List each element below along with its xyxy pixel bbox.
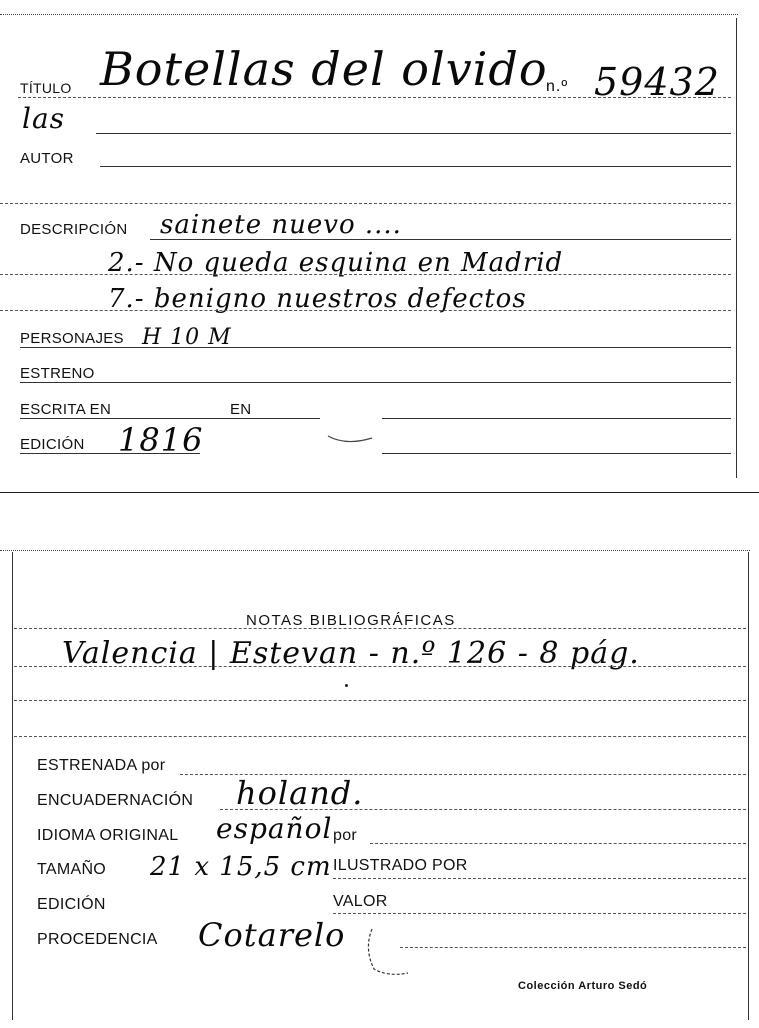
escrita-en-rule-right xyxy=(382,418,731,419)
back-right-edge xyxy=(748,552,749,1020)
card-top-edge xyxy=(0,14,738,15)
ink-mark xyxy=(326,428,376,446)
escrita-en-rule-left xyxy=(20,418,320,419)
edicion-handwriting: 1816 xyxy=(118,421,204,459)
titulo-handwriting: Botellas del olvido xyxy=(100,42,548,96)
collection-footer: Colección Arturo Sedó xyxy=(518,980,648,992)
descripcion-label: DESCRIPCIÓN xyxy=(20,221,128,238)
ink-bracket xyxy=(362,925,412,980)
procedencia-rule xyxy=(400,947,746,948)
personajes-label: PERSONAJES xyxy=(20,330,124,347)
titulo-rule-2 xyxy=(96,133,731,134)
descripcion-line3-handwriting: 7.- benigno nuestros defectos xyxy=(108,284,527,314)
notas-rule-4 xyxy=(14,736,746,737)
personajes-handwriting: H 10 M xyxy=(142,325,232,350)
numero-handwriting: 59432 xyxy=(594,60,720,104)
edicion-rule-right xyxy=(382,453,731,454)
idioma-handwriting: español xyxy=(216,812,333,845)
encuadernacion-handwriting: holand. xyxy=(236,774,364,812)
back-left-edge xyxy=(12,552,13,1020)
idioma-rule xyxy=(370,843,746,844)
idioma-label: IDIOMA ORIGINAL xyxy=(37,827,179,844)
autor-rule-2 xyxy=(0,203,731,204)
encuadernacion-label: ENCUADERNACIÓN xyxy=(37,792,194,809)
tamano-handwriting: 21 x 15,5 cm xyxy=(150,852,332,882)
tamano-label: TAMAÑO xyxy=(37,861,107,878)
valor-rule xyxy=(333,913,746,914)
por-label: por xyxy=(333,827,358,844)
descripcion-handwriting: sainete nuevo .... xyxy=(160,210,402,240)
ilustrado-rule xyxy=(333,878,746,879)
descripcion-rule-3 xyxy=(0,310,731,311)
titulo-label: TÍTULO xyxy=(20,80,72,96)
notas-rule-3 xyxy=(14,700,746,701)
en-label: EN xyxy=(230,401,252,418)
personajes-rule xyxy=(20,347,731,348)
card-separator xyxy=(0,492,759,493)
card-right-edge xyxy=(736,18,737,478)
descripcion-rule xyxy=(150,239,731,240)
estreno-label: ESTRENO xyxy=(20,365,95,382)
encuadernacion-rule xyxy=(220,809,746,810)
estrenada-label: ESTRENADA por xyxy=(37,757,166,774)
notas-rule xyxy=(14,628,746,629)
valor-label: VALOR xyxy=(333,893,388,910)
estreno-rule xyxy=(20,382,731,383)
titulo-rule xyxy=(18,97,731,98)
notas-rule-2 xyxy=(14,666,746,667)
ink-dot xyxy=(345,684,348,687)
back-top-edge xyxy=(0,550,750,551)
articulo-handwriting: las xyxy=(22,102,66,135)
procedencia-handwriting: Cotarelo xyxy=(198,916,346,954)
escrita-en-label: ESCRITA EN xyxy=(20,401,112,418)
autor-rule xyxy=(100,166,731,167)
ilustrado-label: ILUSTRADO POR xyxy=(333,857,468,874)
descripcion-rule-2 xyxy=(0,274,731,275)
back-edicion-label: EDICIÓN xyxy=(37,896,106,913)
descripcion-line2-handwriting: 2.- No queda esquina en Madrid xyxy=(108,248,564,278)
edicion-label: EDICIÓN xyxy=(20,436,85,453)
notas-handwriting: Valencia | Estevan - n.º 126 - 8 pág. xyxy=(62,636,640,671)
notas-label: NOTAS BIBLIOGRÁFICAS xyxy=(246,612,456,629)
procedencia-label: PROCEDENCIA xyxy=(37,931,158,948)
numero-prefix: n.º xyxy=(546,78,569,95)
edicion-rule-left xyxy=(20,453,200,454)
autor-label: AUTOR xyxy=(20,150,74,167)
